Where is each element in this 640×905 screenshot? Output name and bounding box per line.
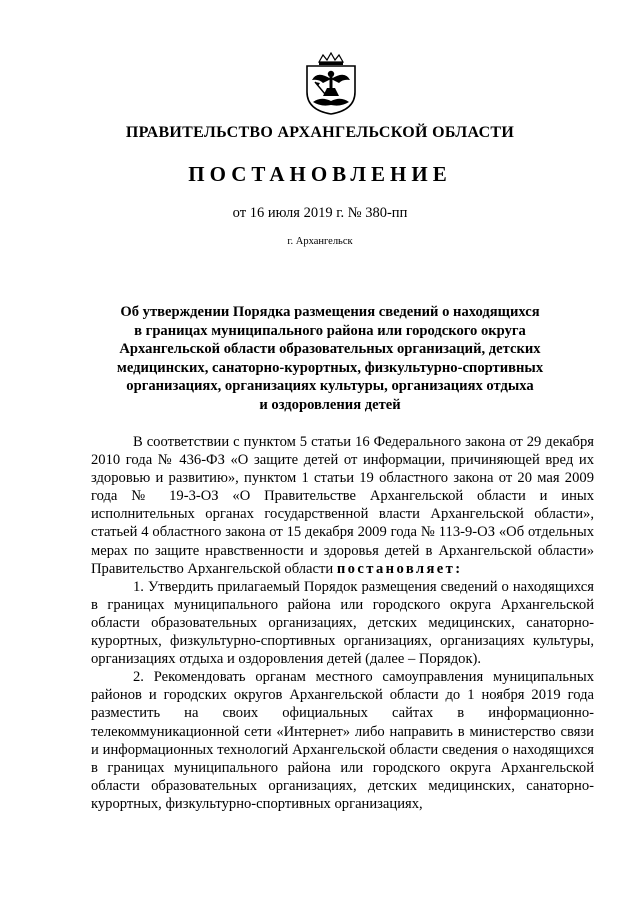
document-title (100, 303, 560, 415)
item-1-paragraph: 1. Утвердить прилагаемый Порядок размещения сведений о находящихся в границах муниципального района или городского округа Архангельской области образовательных организациях, детских медицинских, санаторно-курортных, физкультурно-спортивных организациях, организациях культуры, организациях отдыха и оздоровления детей (далее – Порядок). (91, 578, 594, 668)
government-name: ПРАВИТЕЛЬСТВО АРХАНГЕЛЬСКОЙ ОБЛАСТИ (125, 124, 515, 141)
title-line: Об утверждении Порядка размещения сведений о находящихся (120, 304, 540, 320)
document-date-number: от 16 июля 2019 г. № 380-пп (232, 205, 408, 221)
resolves-word: постановляет (336, 560, 456, 577)
document-body (91, 433, 594, 813)
document-city: г. Архангельск (287, 236, 353, 247)
coat-of-arms-icon (301, 52, 361, 116)
title-line: медицинских, санаторно-курортных, физкультурно-спортивных (116, 359, 544, 376)
title-line: и оздоровления детей (259, 396, 401, 413)
title-line: в границах муниципального района или городского округа (134, 322, 526, 339)
preamble-paragraph (91, 433, 594, 578)
preamble-text: В соответствии с пунктом 5 статьи 16 Федерального закона от 29 декабря 2010 года № 436-ФЗ «О защите детей от информации, причиняющей вред их здоровью и развитию», пунктом 1 статьи 19 областного закона от 20 мая 2009 года № 19-3-ОЗ «О Правительстве Архангельской области и иных исполнительных органах государственной власти Архангельской области», статьей 4 областного закона от 15 декабря 2009 года № 113-9-ОЗ «Об отдельных мерах по защите нравственности и здоровья детей в Архангельской области» Правительство Архангельской области (91, 434, 594, 577)
title-line: организациях, организациях культуры, организациях отдыха (126, 378, 534, 395)
item-2-paragraph: 2. Рекомендовать органам местного самоуправления муниципальных районов и городских округов Архангельской области до 1 ноября 2019 года разместить на своих официальных сайтах в информационно-телекоммуникационной сети «Интернет» либо направить в министерство связи и информационных технологий Архангельской области сведения о находящихся в границах муниципального района или городского округа Архангельской области образовательных организациях, детских медицинских, санаторно-курортных, физкультурно-спортивных организациях, (91, 669, 594, 812)
title-line: Архангельской области образовательных организаций, детских (119, 341, 541, 358)
document-type: ПОСТАНОВЛЕНИЕ (188, 162, 452, 186)
resolves-colon: : (455, 560, 463, 577)
